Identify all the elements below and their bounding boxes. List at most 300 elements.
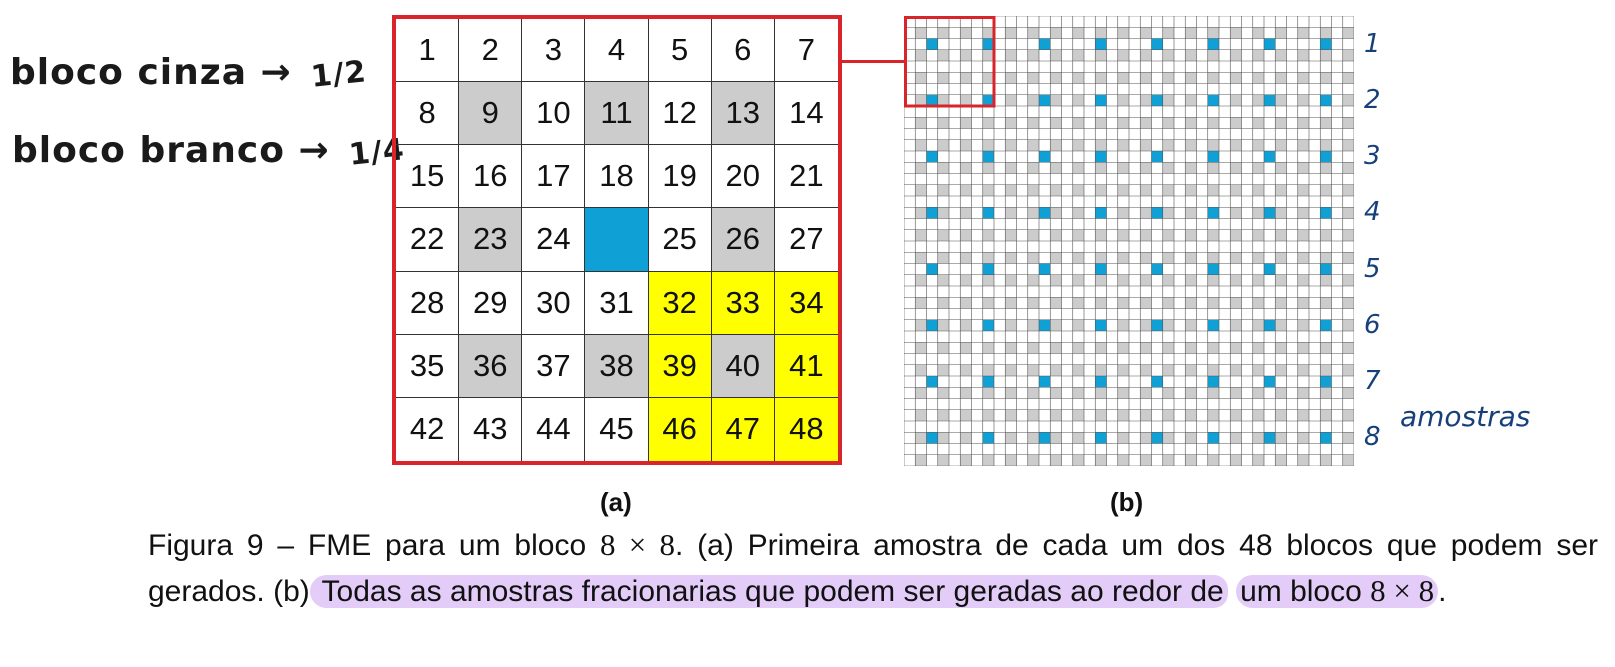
gray-cell — [983, 365, 994, 376]
gray-cell — [1005, 230, 1016, 241]
gray-cell — [938, 27, 949, 38]
gray-cell — [1185, 27, 1196, 38]
note-gray-fraction: 1/2 — [309, 54, 369, 95]
gray-cell — [1005, 95, 1016, 106]
sample-block — [1095, 432, 1106, 443]
block-cell: 45 — [585, 398, 648, 461]
gray-cell — [960, 230, 971, 241]
sample-number: 3 — [1364, 141, 1381, 171]
gray-cell — [938, 140, 949, 151]
gray-cell — [1253, 207, 1264, 218]
gray-cell — [1118, 72, 1129, 83]
sample-block — [1264, 376, 1275, 387]
block-cell: 2 — [459, 19, 522, 82]
gray-cell — [1275, 162, 1286, 173]
gray-cell — [1343, 432, 1354, 443]
gray-cell — [938, 95, 949, 106]
gray-cell — [1073, 365, 1084, 376]
gray-cell — [915, 410, 926, 421]
gray-cell — [1163, 410, 1174, 421]
gray-cell — [1095, 72, 1106, 83]
gray-cell — [1073, 95, 1084, 106]
gray-cell — [1163, 365, 1174, 376]
gray-cell — [915, 230, 926, 241]
sample-block — [1039, 320, 1050, 331]
gray-cell — [1005, 342, 1016, 353]
gray-cell — [1275, 387, 1286, 398]
block-cell: 17 — [522, 145, 585, 208]
gray-cell — [1095, 410, 1106, 421]
gray-cell — [1298, 455, 1309, 466]
caption-math-2: 8 × 8 — [1370, 573, 1435, 608]
gray-cell — [915, 387, 926, 398]
sample-number: 6 — [1364, 309, 1381, 340]
gray-cell — [1253, 320, 1264, 331]
gray-cell — [1028, 320, 1039, 331]
gray-cell — [1073, 27, 1084, 38]
gray-cell — [1028, 297, 1039, 308]
sample-block — [927, 432, 938, 443]
gray-cell — [1253, 410, 1264, 421]
gray-cell — [1320, 27, 1331, 38]
gray-cell — [1140, 387, 1151, 398]
gray-cell — [1253, 365, 1264, 376]
sample-block — [1264, 320, 1275, 331]
gray-cell — [1050, 455, 1061, 466]
gray-cell — [1343, 365, 1354, 376]
gray-cell — [1140, 50, 1151, 61]
gray-cell — [915, 365, 926, 376]
gray-cell — [1185, 72, 1196, 83]
gray-cell — [1343, 185, 1354, 196]
gray-cell — [1230, 275, 1241, 286]
panel-a-grid — [392, 15, 842, 465]
sample-block — [1095, 376, 1106, 387]
sample-block — [1264, 207, 1275, 218]
gray-cell — [1320, 275, 1331, 286]
gray-cell — [1118, 455, 1129, 466]
gray-cell — [915, 275, 926, 286]
gray-cell — [1028, 275, 1039, 286]
gray-cell — [1005, 185, 1016, 196]
block-cell: 23 — [459, 208, 522, 271]
gray-cell — [1050, 432, 1061, 443]
block-cell: 27 — [775, 208, 838, 271]
block-cell: 43 — [459, 398, 522, 461]
gray-cell — [1118, 230, 1129, 241]
gray-cell — [983, 27, 994, 38]
gray-cell — [1253, 117, 1264, 128]
block-cell: 11 — [585, 82, 648, 145]
gray-cell — [1095, 297, 1106, 308]
gray-cell — [1140, 27, 1151, 38]
gray-cell — [1073, 252, 1084, 263]
gray-cell — [1073, 185, 1084, 196]
gray-cell — [938, 230, 949, 241]
gray-cell — [1253, 297, 1264, 308]
gray-cell — [1095, 252, 1106, 263]
gray-cell — [1163, 252, 1174, 263]
block-cell: 47 — [712, 398, 775, 461]
gray-cell — [1320, 342, 1331, 353]
gray-cell — [1140, 230, 1151, 241]
gray-cell — [1050, 140, 1061, 151]
gray-cell — [983, 252, 994, 263]
gray-cell — [1343, 342, 1354, 353]
gray-cell — [1028, 140, 1039, 151]
sample-block — [1264, 264, 1275, 275]
gray-cell — [1140, 297, 1151, 308]
sample-number: 7 — [1364, 366, 1381, 396]
gray-cell — [1028, 185, 1039, 196]
gray-cell — [915, 207, 926, 218]
sample-block — [1264, 151, 1275, 162]
gray-cell — [1320, 162, 1331, 173]
sample-block — [1039, 39, 1050, 50]
gray-cell — [1275, 252, 1286, 263]
gray-cell — [983, 410, 994, 421]
gray-cell — [1253, 162, 1264, 173]
gray-cell — [1230, 320, 1241, 331]
gray-cell — [915, 162, 926, 173]
gray-cell — [1298, 275, 1309, 286]
gray-cell — [1230, 162, 1241, 173]
gray-cell — [1050, 117, 1061, 128]
note-gray-block — [10, 52, 367, 93]
gray-cell — [1185, 342, 1196, 353]
sample-block — [983, 39, 994, 50]
gray-cell — [1118, 185, 1129, 196]
gray-cell — [1163, 27, 1174, 38]
gray-cell — [938, 72, 949, 83]
gray-cell — [1320, 72, 1331, 83]
gray-cell — [1140, 455, 1151, 466]
gray-cell — [983, 162, 994, 173]
block-cell: 16 — [459, 145, 522, 208]
gray-cell — [1028, 432, 1039, 443]
block-cell: 32 — [649, 272, 712, 335]
gray-cell — [1230, 185, 1241, 196]
gray-cell — [960, 117, 971, 128]
sample-block — [1039, 207, 1050, 218]
sample-block — [1039, 151, 1050, 162]
gray-cell — [1208, 342, 1219, 353]
sample-block — [1208, 207, 1219, 218]
gray-cell — [915, 342, 926, 353]
gray-cell — [960, 207, 971, 218]
sample-block — [983, 264, 994, 275]
sample-block — [1095, 39, 1106, 50]
gray-cell — [1275, 72, 1286, 83]
sample-number: 4 — [1364, 197, 1381, 228]
gray-cell — [1028, 230, 1039, 241]
gray-cell — [1298, 27, 1309, 38]
gray-cell — [915, 72, 926, 83]
gray-cell — [1140, 207, 1151, 218]
gray-cell — [1095, 27, 1106, 38]
gray-cell — [1343, 72, 1354, 83]
sample-block — [983, 376, 994, 387]
gray-cell — [938, 455, 949, 466]
gray-cell — [1230, 27, 1241, 38]
gray-cell — [1343, 252, 1354, 263]
gray-cell — [1253, 275, 1264, 286]
gray-cell — [938, 387, 949, 398]
gray-cell — [1140, 365, 1151, 376]
gray-cell — [1118, 365, 1129, 376]
sample-block — [1152, 95, 1163, 106]
sample-number: 5 — [1364, 253, 1381, 284]
gray-cell — [1230, 297, 1241, 308]
sample-block — [1152, 320, 1163, 331]
caption-prefix: Figura 9 – FME para um bloco — [148, 529, 587, 562]
gray-cell — [1005, 72, 1016, 83]
gray-cell — [1298, 50, 1309, 61]
panel-a-label: (a) — [600, 487, 632, 517]
panel-b-svg — [904, 16, 1354, 466]
gray-cell — [1208, 185, 1219, 196]
sample-block — [983, 151, 994, 162]
gray-cell — [1230, 230, 1241, 241]
gray-cell — [1095, 387, 1106, 398]
sample-block — [1208, 320, 1219, 331]
gray-cell — [1343, 320, 1354, 331]
gray-cell — [1028, 117, 1039, 128]
gray-cell — [1073, 410, 1084, 421]
gray-cell — [1253, 95, 1264, 106]
gray-cell — [960, 365, 971, 376]
gray-cell — [1050, 95, 1061, 106]
gray-cell — [1208, 140, 1219, 151]
gray-cell — [1298, 207, 1309, 218]
gray-cell — [1050, 320, 1061, 331]
sample-block — [1152, 432, 1163, 443]
gray-cell — [1050, 365, 1061, 376]
gray-cell — [1185, 410, 1196, 421]
gray-cell — [1275, 365, 1286, 376]
sample-block — [1095, 320, 1106, 331]
block-cell: 19 — [649, 145, 712, 208]
gray-cell — [1118, 387, 1129, 398]
gray-cell — [1298, 432, 1309, 443]
gray-cell — [1073, 162, 1084, 173]
gray-cell — [1298, 410, 1309, 421]
gray-cell — [1230, 95, 1241, 106]
gray-cell — [960, 95, 971, 106]
block-cell: 8 — [396, 82, 459, 145]
gray-cell — [960, 432, 971, 443]
sample-block — [983, 207, 994, 218]
gray-cell — [1140, 410, 1151, 421]
gray-cell — [1230, 50, 1241, 61]
gray-cell — [1275, 117, 1286, 128]
gray-cell — [1140, 275, 1151, 286]
gray-cell — [1185, 230, 1196, 241]
gray-cell — [1230, 117, 1241, 128]
gray-cell — [1253, 27, 1264, 38]
sample-block — [1095, 207, 1106, 218]
gray-cell — [1275, 275, 1286, 286]
sample-block — [1152, 264, 1163, 275]
gray-cell — [1298, 95, 1309, 106]
gray-cell — [1253, 72, 1264, 83]
gray-cell — [1230, 455, 1241, 466]
block-cell: 34 — [775, 272, 838, 335]
gray-cell — [1073, 50, 1084, 61]
gray-cell — [1275, 95, 1286, 106]
gray-cell — [1163, 50, 1174, 61]
gray-cell — [1140, 140, 1151, 151]
gray-cell — [1005, 275, 1016, 286]
gray-cell — [1298, 230, 1309, 241]
sample-block — [1320, 207, 1331, 218]
gray-cell — [1275, 27, 1286, 38]
gray-cell — [1253, 455, 1264, 466]
gray-cell — [1095, 162, 1106, 173]
gray-cell — [915, 50, 926, 61]
sample-block — [1320, 432, 1331, 443]
caption-math-1: 8 × 8 — [600, 527, 675, 562]
gray-cell — [1095, 117, 1106, 128]
gray-cell — [915, 252, 926, 263]
block-cell: 10 — [522, 82, 585, 145]
block-cell: 42 — [396, 398, 459, 461]
gray-cell — [1230, 252, 1241, 263]
sample-number: 2 — [1364, 84, 1381, 115]
gray-cell — [1050, 252, 1061, 263]
sample-block — [983, 95, 994, 106]
gray-cell — [1320, 252, 1331, 263]
gray-cell — [1275, 455, 1286, 466]
gray-cell — [1140, 95, 1151, 106]
gray-cell — [983, 275, 994, 286]
gray-cell — [1050, 342, 1061, 353]
gray-cell — [1163, 342, 1174, 353]
gray-cell — [960, 455, 971, 466]
gray-cell — [1320, 230, 1331, 241]
gray-cell — [960, 320, 971, 331]
gray-cell — [1253, 387, 1264, 398]
gray-cell — [1320, 117, 1331, 128]
gray-cell — [960, 140, 971, 151]
gray-cell — [1118, 117, 1129, 128]
gray-cell — [1275, 50, 1286, 61]
gray-cell — [1028, 252, 1039, 263]
sample-block — [927, 39, 938, 50]
note-white-block — [12, 130, 405, 171]
center-block-cell — [585, 208, 648, 271]
gray-cell — [1005, 117, 1016, 128]
sample-block — [1320, 376, 1331, 387]
panel-b-label: (b) — [1110, 487, 1144, 517]
block-cell: 38 — [585, 335, 648, 398]
gray-cell — [1185, 320, 1196, 331]
panel-b-grid — [904, 16, 1354, 466]
gray-cell — [1230, 72, 1241, 83]
note-white-fraction: 1/4 — [347, 132, 407, 173]
gray-cell — [1005, 27, 1016, 38]
gray-cell — [1320, 365, 1331, 376]
gray-cell — [1073, 455, 1084, 466]
gray-cell — [1163, 185, 1174, 196]
gray-cell — [1320, 50, 1331, 61]
gray-cell — [1095, 140, 1106, 151]
gray-cell — [1005, 455, 1016, 466]
sample-block — [927, 376, 938, 387]
gray-cell — [1208, 72, 1219, 83]
gray-cell — [938, 252, 949, 263]
gray-cell — [1320, 455, 1331, 466]
gray-cell — [1208, 275, 1219, 286]
samples-word: amostras — [1400, 400, 1531, 433]
gray-cell — [960, 27, 971, 38]
sample-block — [1320, 151, 1331, 162]
gray-cell — [1320, 410, 1331, 421]
gray-cell — [1163, 230, 1174, 241]
sample-block — [1320, 320, 1331, 331]
gray-cell — [1343, 410, 1354, 421]
gray-cell — [1073, 230, 1084, 241]
gray-cell — [1028, 387, 1039, 398]
gray-cell — [1185, 365, 1196, 376]
sample-block — [1039, 264, 1050, 275]
gray-cell — [1208, 252, 1219, 263]
gray-cell — [1230, 342, 1241, 353]
gray-cell — [1118, 297, 1129, 308]
gray-cell — [1050, 230, 1061, 241]
block-cell: 18 — [585, 145, 648, 208]
gray-cell — [1230, 410, 1241, 421]
gray-cell — [1140, 252, 1151, 263]
gray-cell — [983, 230, 994, 241]
gray-cell — [938, 297, 949, 308]
block-cell: 1 — [396, 19, 459, 82]
gray-cell — [1208, 162, 1219, 173]
gray-cell — [1095, 50, 1106, 61]
block-cell: 5 — [649, 19, 712, 82]
block-cell: 24 — [522, 208, 585, 271]
gray-cell — [1005, 297, 1016, 308]
gray-cell — [1005, 140, 1016, 151]
gray-cell — [915, 455, 926, 466]
gray-cell — [1320, 297, 1331, 308]
block-cell: 30 — [522, 272, 585, 335]
gray-cell — [1185, 207, 1196, 218]
gray-cell — [983, 50, 994, 61]
block-cell: 26 — [712, 208, 775, 271]
sample-block — [927, 95, 938, 106]
gray-cell — [1118, 50, 1129, 61]
gray-cell — [1028, 410, 1039, 421]
gray-cell — [1253, 342, 1264, 353]
gray-cell — [1140, 162, 1151, 173]
gray-cell — [1185, 140, 1196, 151]
gray-cell — [1230, 207, 1241, 218]
gray-cell — [1185, 162, 1196, 173]
gray-cell — [1275, 432, 1286, 443]
sample-block — [983, 320, 994, 331]
gray-cell — [938, 432, 949, 443]
gray-cell — [1275, 207, 1286, 218]
gray-cell — [1343, 455, 1354, 466]
block-cell: 6 — [712, 19, 775, 82]
gray-cell — [1073, 297, 1084, 308]
gray-cell — [938, 185, 949, 196]
gray-cell — [1118, 320, 1129, 331]
gray-cell — [915, 320, 926, 331]
gray-cell — [1073, 387, 1084, 398]
gray-cell — [1028, 455, 1039, 466]
